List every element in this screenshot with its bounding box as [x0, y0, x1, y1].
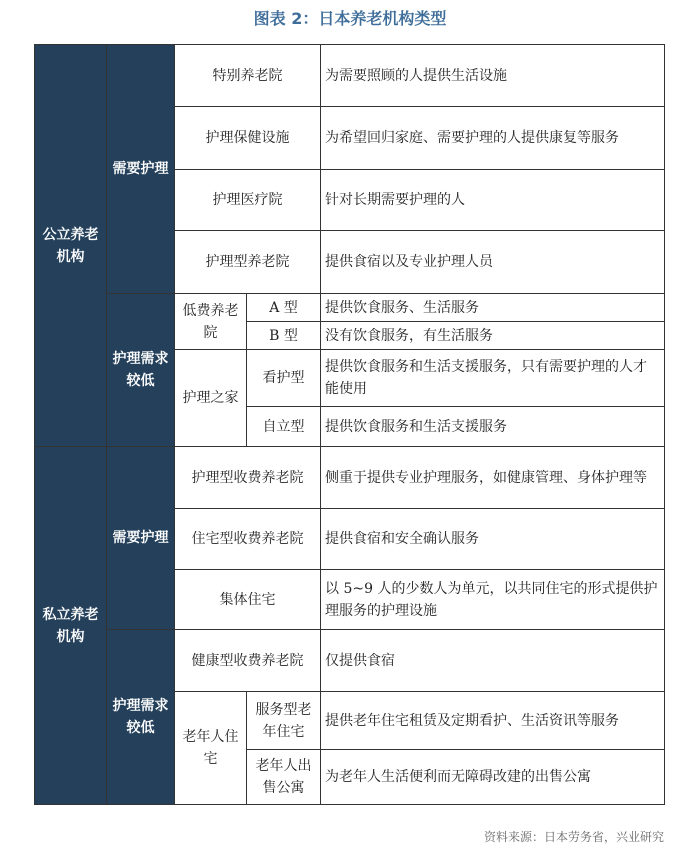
- public-need-care-cell: 需要护理: [107, 45, 175, 294]
- private-category-cell: 私立养老机构: [35, 447, 107, 805]
- desc-cell: 提供老年住宅租赁及定期看护、生活资讯等服务: [321, 692, 665, 750]
- type-cell: 护理医疗院: [175, 170, 321, 231]
- type-cell: 护理型收费养老院: [175, 447, 321, 509]
- care-home-cell: 护理之家: [175, 350, 247, 447]
- elder-housing-cell: 老年人住宅: [175, 692, 247, 805]
- type-cell: 护理保健设施: [175, 107, 321, 170]
- table-row: [35, 630, 665, 692]
- desc-cell: 提供饮食服务、生活服务: [321, 294, 665, 322]
- desc-cell: 以 5~9 人的少数人为单元，以共同住宅的形式提供护理服务的护理设施: [321, 570, 665, 630]
- desc-cell: 侧重于提供专业护理服务，如健康管理、身体护理等: [321, 447, 665, 509]
- desc-cell: 为老年人生活便利而无障碍改建的出售公寓: [321, 750, 665, 805]
- type-cell: A 型: [247, 294, 321, 322]
- type-cell: 住宅型收费养老院: [175, 509, 321, 570]
- type-cell: 护理型养老院: [175, 231, 321, 294]
- desc-cell: 提供食宿以及专业护理人员: [321, 231, 665, 294]
- desc-cell: 为希望回归家庭、需要护理的人提供康复等服务: [321, 107, 665, 170]
- desc-cell: 针对长期需要护理的人: [321, 170, 665, 231]
- type-cell: 服务型老年住宅: [247, 692, 321, 750]
- public-category-cell: 公立养老机构: [35, 45, 107, 447]
- desc-cell: 提供食宿和安全确认服务: [321, 509, 665, 570]
- type-cell: 特别养老院: [175, 45, 321, 107]
- public-low-care-cell: 护理需求较低: [107, 294, 175, 447]
- desc-cell: 提供饮食服务和生活支援服务，只有需要护理的人才能使用: [321, 350, 665, 407]
- type-cell: 健康型收费养老院: [175, 630, 321, 692]
- desc-cell: 仅提供食宿: [321, 630, 665, 692]
- desc-cell: 为需要照顾的人提供生活设施: [321, 45, 665, 107]
- type-cell: 自立型: [247, 407, 321, 447]
- type-cell: B 型: [247, 322, 321, 350]
- private-need-care-cell: 需要护理: [107, 447, 175, 630]
- table-row: [35, 294, 665, 322]
- table-row: [35, 447, 665, 509]
- desc-cell: 没有饮食服务，有生活服务: [321, 322, 665, 350]
- type-cell: 看护型: [247, 350, 321, 407]
- private-low-care-cell: 护理需求较低: [107, 630, 175, 805]
- source-note: 资料来源：日本劳务省，兴业研究: [483, 830, 664, 844]
- type-cell: 集体住宅: [175, 570, 321, 630]
- figure-title: 图表 2：日本养老机构类型: [253, 9, 447, 28]
- elderly-institution-table: [34, 44, 665, 805]
- low-cost-home-cell: 低费养老院: [175, 294, 247, 350]
- type-cell: 老年人出售公寓: [247, 750, 321, 805]
- table-row: [35, 45, 665, 107]
- desc-cell: 提供饮食服务和生活支援服务: [321, 407, 665, 447]
